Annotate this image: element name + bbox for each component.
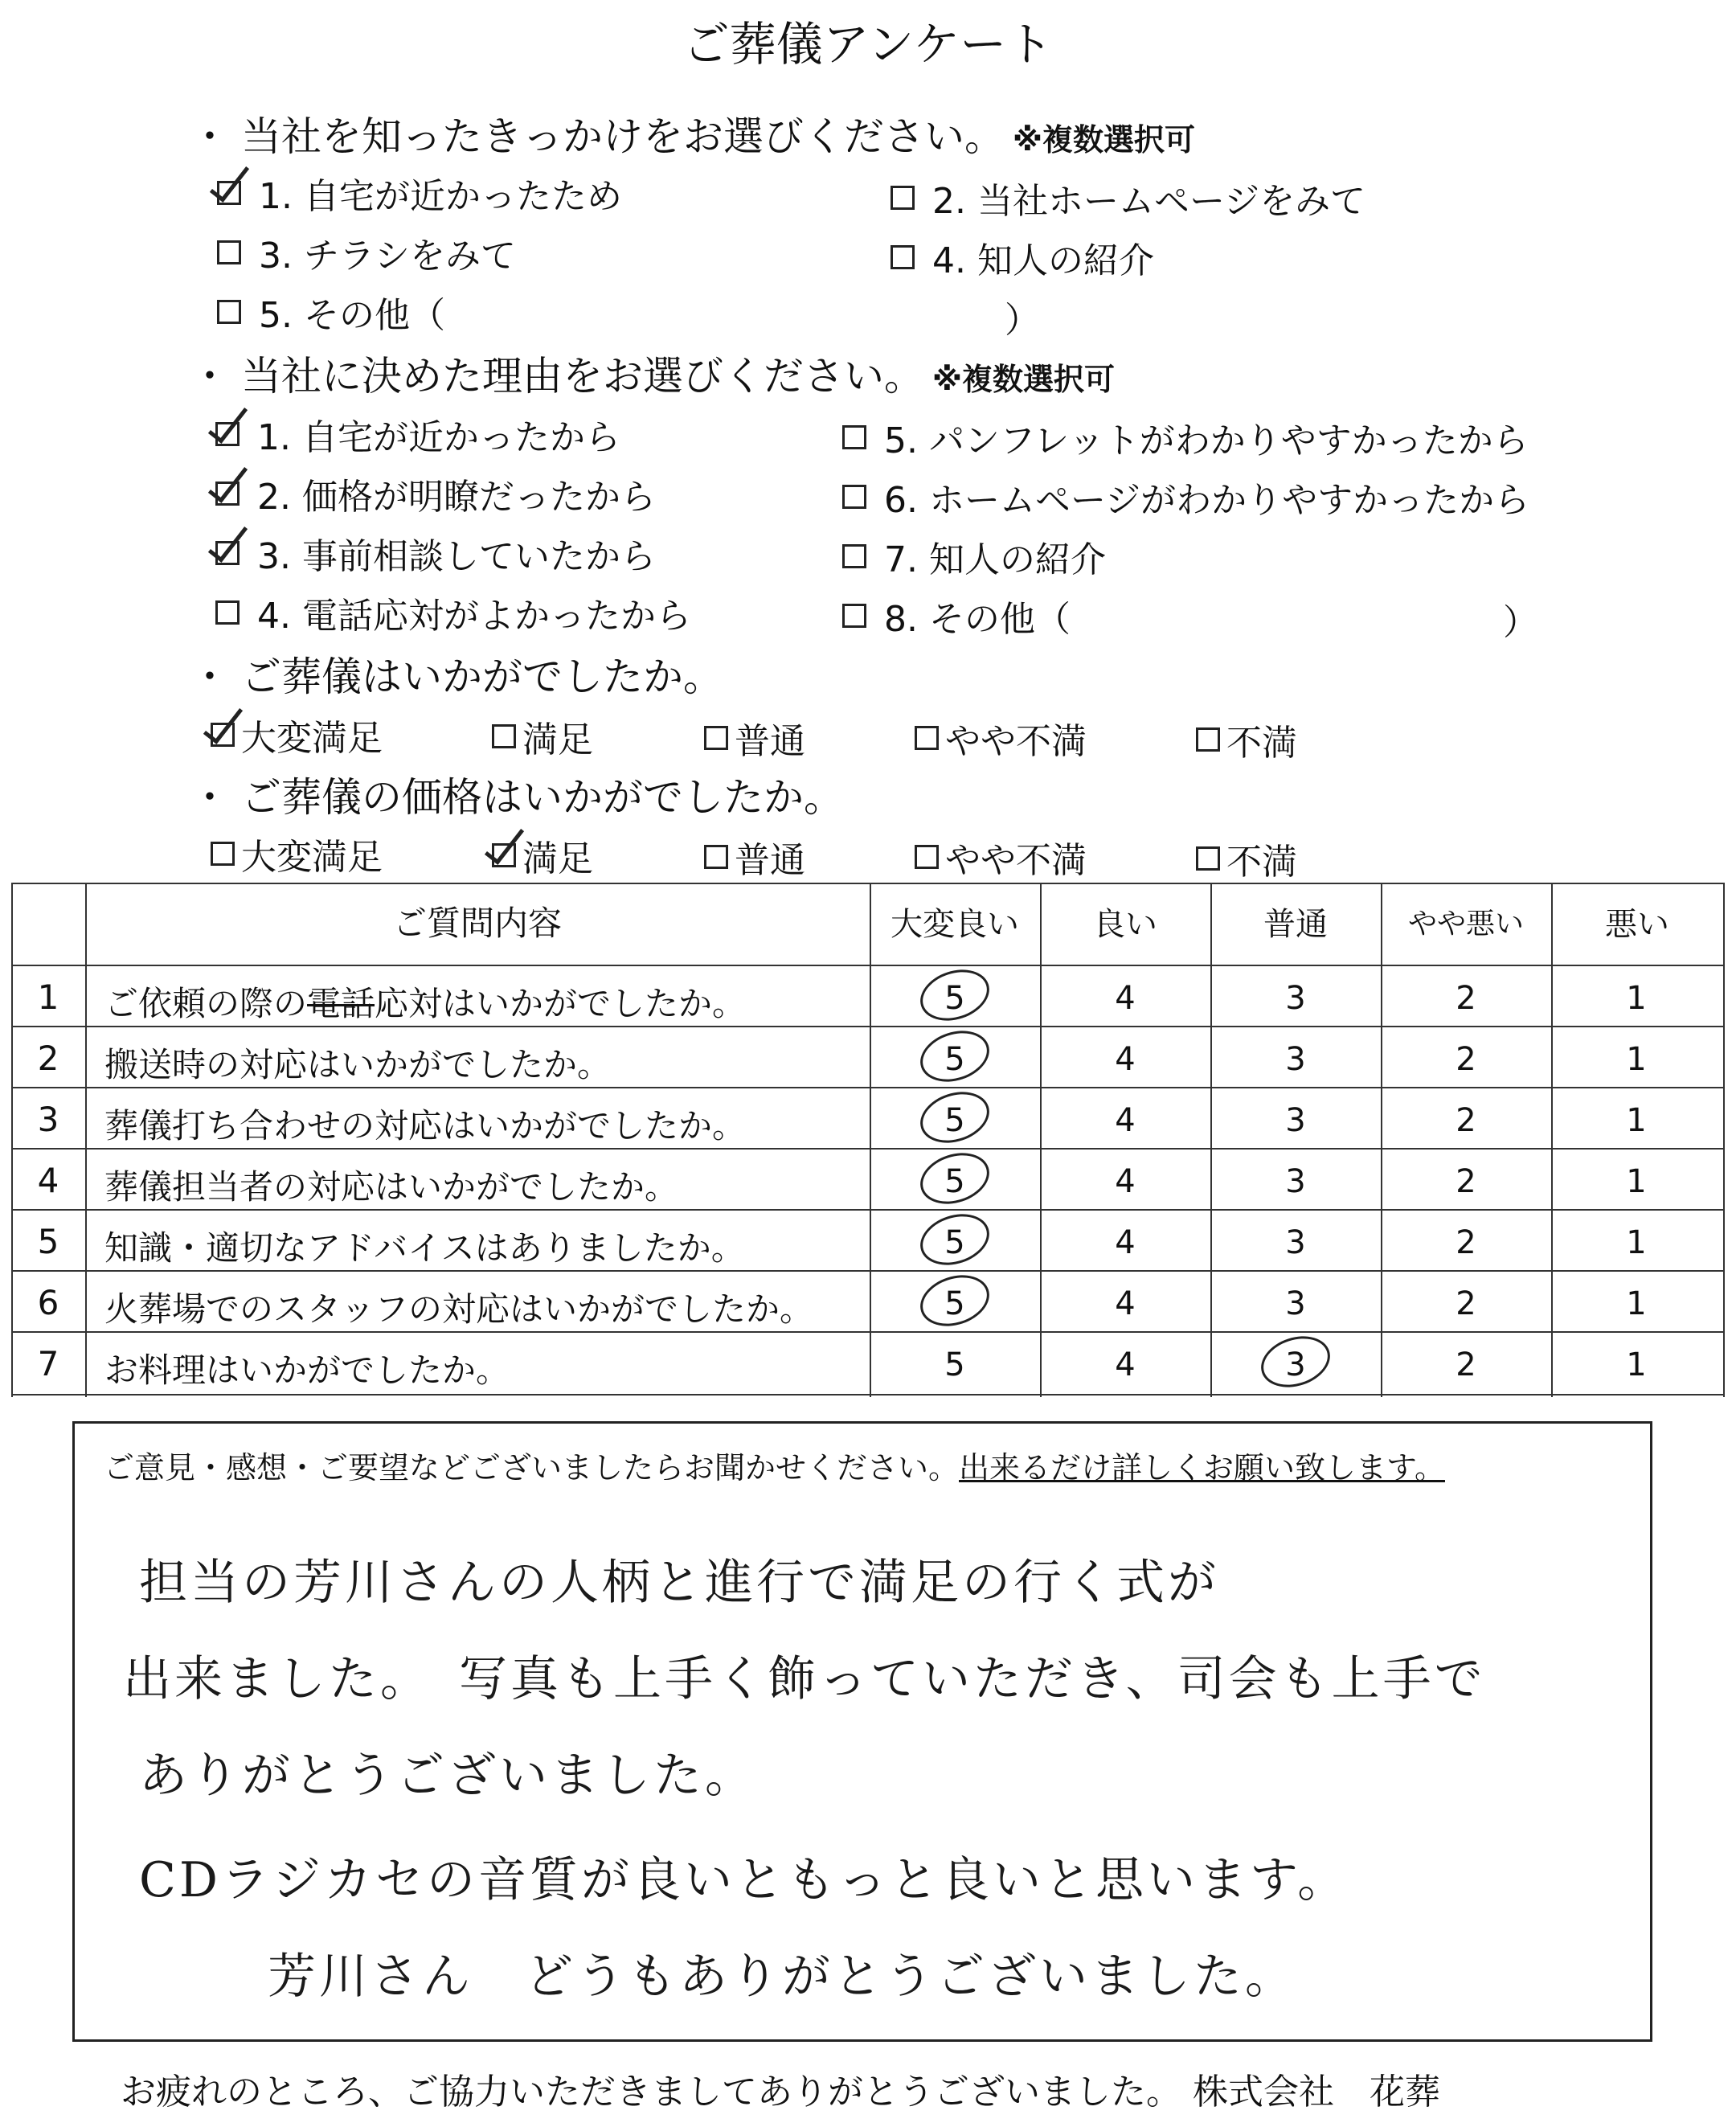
score-option[interactable]: 5 bbox=[944, 1041, 965, 1078]
handwritten-line-2: 出来ました。 写真も上手く飾っていただき、司会も上手で bbox=[123, 1651, 1486, 1707]
option-label: 3. 事前相談していたから bbox=[257, 536, 656, 577]
selected-score-circle bbox=[914, 1145, 996, 1212]
q1-option-4[interactable] bbox=[891, 232, 1154, 283]
footer bbox=[121, 2063, 1440, 2114]
handwritten-line-1: 担当の芳川さんの人柄と進行で満足の行く式が bbox=[139, 1555, 1219, 1611]
checkbox[interactable] bbox=[842, 544, 866, 568]
q1-option-5-close: ） bbox=[1005, 300, 1040, 341]
header-good: 良い bbox=[1093, 906, 1157, 943]
comment-prompt-emphasis: 出来るだけ詳しくお願い致します。 bbox=[959, 1450, 1445, 1486]
score-option[interactable]: 2 bbox=[1456, 1224, 1476, 1261]
page-title: ご葬儀アンケート bbox=[682, 17, 1054, 72]
table-line bbox=[11, 965, 1725, 966]
q1-option-2[interactable] bbox=[891, 172, 1365, 223]
score-option[interactable]: 1 bbox=[1626, 1285, 1647, 1322]
checkbox[interactable] bbox=[915, 726, 939, 750]
selected-score-circle bbox=[1255, 1328, 1337, 1395]
question-1 bbox=[190, 105, 1195, 162]
selected-score-circle bbox=[914, 961, 996, 1029]
header-bad: 悪い bbox=[1605, 906, 1669, 943]
selected-score-circle bbox=[914, 1023, 996, 1090]
option-label: 6. ホームページがわかりやすかったから bbox=[884, 480, 1530, 521]
row-question-text: 知識・適切なアドバイスはありましたか。 bbox=[104, 1228, 745, 1268]
table-line bbox=[870, 883, 871, 1397]
table-line bbox=[11, 1087, 1725, 1088]
q3-option-normal[interactable] bbox=[704, 712, 805, 764]
checkbox[interactable] bbox=[704, 726, 728, 750]
row-question-text: 搬送時の対応はいかがでしたか。 bbox=[104, 1045, 612, 1084]
row-number: 1 bbox=[37, 977, 59, 1017]
score-option[interactable]: 1 bbox=[1626, 980, 1647, 1017]
table-line bbox=[11, 1209, 1725, 1211]
score-option[interactable]: 3 bbox=[1285, 1285, 1306, 1322]
bullet: ・ bbox=[190, 654, 230, 700]
checkbox-checked[interactable] bbox=[215, 422, 240, 446]
bullet: ・ bbox=[190, 113, 230, 160]
table-line bbox=[85, 883, 87, 1397]
score-option[interactable]: 5 bbox=[944, 1163, 965, 1200]
table-line bbox=[1723, 883, 1725, 1397]
checkbox[interactable] bbox=[842, 425, 866, 449]
q2-option-8-close: ） bbox=[1503, 602, 1538, 643]
option-label: 不満 bbox=[1226, 842, 1297, 883]
table-line bbox=[11, 1394, 1725, 1395]
table-line bbox=[1210, 883, 1212, 1397]
q1-option-5[interactable] bbox=[217, 286, 445, 338]
multi-select-note: ※複数選択可 bbox=[1013, 122, 1195, 158]
bullet: ・ bbox=[190, 774, 230, 821]
option-label: 普通 bbox=[735, 721, 805, 762]
option-label: 不満 bbox=[1226, 723, 1297, 764]
q3-option-somewhat-dissatisfied[interactable] bbox=[915, 712, 1087, 764]
score-option[interactable]: 5 bbox=[944, 1346, 965, 1383]
score-option[interactable]: 2 bbox=[1456, 1041, 1476, 1078]
handwritten-line-4: CDラジカセの音質が良いともっと良いと思います。 bbox=[139, 1852, 1349, 1908]
q2-option-2[interactable] bbox=[215, 468, 656, 519]
option-label: 大変満足 bbox=[241, 837, 383, 878]
checkbox[interactable] bbox=[1196, 846, 1220, 871]
q3-option-very-satisfied[interactable] bbox=[211, 709, 383, 760]
score-option[interactable]: 4 bbox=[1115, 1102, 1136, 1139]
option-label: 5. パンフレットがわかりやすかったから bbox=[884, 420, 1529, 461]
handwritten-line-5: 芳川さん どうもありがとうございました。 bbox=[268, 1949, 1296, 2005]
checkbox[interactable] bbox=[217, 240, 241, 264]
score-option[interactable]: 5 bbox=[944, 1285, 965, 1322]
row-question bbox=[104, 1100, 746, 1148]
option-label: 7. 知人の紹介 bbox=[884, 539, 1106, 580]
footer-company: 株式会社 花葬 bbox=[1193, 2072, 1440, 2113]
q4-option-satisfied[interactable] bbox=[492, 830, 593, 881]
q2-option-6[interactable] bbox=[842, 471, 1529, 523]
score-option[interactable]: 3 bbox=[1285, 1102, 1306, 1139]
row-question-text: 火葬場でのスタッフの対応はいかがでしたか。 bbox=[104, 1289, 814, 1329]
row-number: 7 bbox=[37, 1344, 59, 1383]
row-question-text: 葬儀打ち合わせの対応はいかがでしたか。 bbox=[104, 1106, 747, 1145]
header-question: ご質問内容 bbox=[392, 904, 562, 943]
option-label: 普通 bbox=[735, 840, 805, 881]
q3-option-dissatisfied[interactable] bbox=[1196, 714, 1297, 765]
score-option[interactable]: 2 bbox=[1456, 1163, 1476, 1200]
table-line bbox=[1551, 883, 1553, 1397]
score-option[interactable]: 1 bbox=[1626, 1041, 1647, 1078]
option-label: 満足 bbox=[522, 838, 593, 879]
checkbox[interactable] bbox=[842, 604, 866, 628]
option-label: 満足 bbox=[522, 719, 593, 760]
checkbox[interactable] bbox=[1196, 727, 1220, 752]
row-question-text: 応対はいかがでしたか。 bbox=[375, 984, 747, 1023]
score-option[interactable]: 4 bbox=[1115, 1041, 1136, 1078]
header-normal: 普通 bbox=[1263, 906, 1328, 943]
row-question bbox=[104, 977, 746, 1026]
header-somewhat-bad: やや悪い bbox=[1407, 908, 1524, 941]
checkbox[interactable] bbox=[215, 600, 240, 625]
option-label: 4. 電話応対がよかったから bbox=[257, 596, 691, 637]
multi-select-note: ※複数選択可 bbox=[932, 362, 1115, 397]
q2-option-7[interactable] bbox=[842, 531, 1106, 582]
score-option[interactable]: 2 bbox=[1456, 1285, 1476, 1322]
q4-option-somewhat-dissatisfied[interactable] bbox=[915, 831, 1087, 883]
row-question-text: ご依頼の際の bbox=[104, 984, 308, 1023]
q4-option-normal[interactable] bbox=[704, 831, 805, 883]
checkbox[interactable] bbox=[915, 845, 939, 869]
table-line bbox=[11, 1270, 1725, 1272]
question-1-text: 当社を知ったきっかけをお選びください。 bbox=[241, 113, 1005, 160]
score-option[interactable]: 5 bbox=[944, 1102, 965, 1139]
handwritten-line-3: ありがとうございました。 bbox=[139, 1748, 756, 1804]
score-option[interactable]: 3 bbox=[1285, 1041, 1306, 1078]
q2-option-5[interactable] bbox=[842, 412, 1529, 463]
option-label: 1. 自宅が近かったから bbox=[257, 417, 620, 458]
checkbox[interactable] bbox=[842, 485, 866, 509]
score-option[interactable]: 5 bbox=[944, 980, 965, 1017]
option-label: やや不満 bbox=[945, 721, 1087, 762]
row-number: 4 bbox=[37, 1161, 59, 1200]
row-question bbox=[104, 1161, 678, 1209]
option-label: 2. 当社ホームページをみて bbox=[932, 181, 1366, 222]
score-option[interactable]: 4 bbox=[1115, 1285, 1136, 1322]
score-option[interactable]: 4 bbox=[1115, 1346, 1136, 1383]
option-label: 3. チラシをみて bbox=[259, 236, 516, 277]
q4-option-very-satisfied[interactable] bbox=[211, 828, 383, 879]
row-question-text: 葬儀担当者の対応はいかがでしたか。 bbox=[104, 1167, 679, 1207]
table-line bbox=[1381, 883, 1382, 1397]
header-very-good: 大変良い bbox=[891, 906, 1019, 943]
question-4 bbox=[190, 765, 844, 823]
footer-thanks: お疲れのところ、ご協力いただきましてありがとうございました。 bbox=[121, 2072, 1181, 2113]
row-number: 2 bbox=[37, 1039, 59, 1078]
checkbox-checked[interactable] bbox=[215, 541, 240, 565]
row-question bbox=[104, 1283, 813, 1331]
table-line bbox=[11, 1026, 1725, 1027]
score-option[interactable]: 4 bbox=[1115, 980, 1136, 1017]
table-line bbox=[1040, 883, 1042, 1397]
score-option[interactable]: 2 bbox=[1456, 980, 1476, 1017]
row-question-text: お料理はいかがでしたか。 bbox=[104, 1350, 510, 1390]
row-number: 5 bbox=[37, 1222, 59, 1261]
score-option[interactable]: 4 bbox=[1115, 1224, 1136, 1261]
score-option[interactable]: 3 bbox=[1285, 1224, 1306, 1261]
bullet: ・ bbox=[190, 353, 230, 400]
score-option[interactable]: 1 bbox=[1626, 1224, 1647, 1261]
rating-table bbox=[11, 883, 1725, 1397]
option-label: 2. 価格が明瞭だったから bbox=[257, 477, 656, 518]
checkbox-checked[interactable] bbox=[492, 843, 516, 867]
selected-score-circle bbox=[914, 1206, 996, 1273]
question-3-text: ご葬儀はいかがでしたか。 bbox=[241, 654, 723, 700]
score-option[interactable]: 1 bbox=[1626, 1346, 1647, 1383]
score-option[interactable]: 4 bbox=[1115, 1163, 1136, 1200]
q2-option-8[interactable] bbox=[842, 590, 1071, 641]
table-line bbox=[11, 1331, 1725, 1333]
comment-box[interactable] bbox=[72, 1421, 1652, 2042]
option-label: やや不満 bbox=[945, 840, 1087, 881]
q3-option-satisfied[interactable] bbox=[492, 711, 593, 762]
option-label: 1. 自宅が近かったため bbox=[259, 176, 622, 217]
table-line bbox=[11, 883, 1725, 884]
option-label: 8. その他（ bbox=[884, 599, 1071, 640]
question-2-text: 当社に決めた理由をお選びください。 bbox=[241, 353, 924, 400]
checkbox[interactable] bbox=[891, 186, 915, 210]
score-option[interactable]: 3 bbox=[1285, 980, 1306, 1017]
score-option[interactable]: 3 bbox=[1285, 1346, 1306, 1383]
score-option[interactable]: 1 bbox=[1626, 1102, 1647, 1139]
q2-option-1[interactable] bbox=[215, 408, 620, 460]
struck-text: 電話 bbox=[307, 984, 375, 1023]
comment-prompt bbox=[104, 1443, 1445, 1487]
score-option[interactable]: 3 bbox=[1285, 1163, 1306, 1200]
q2-option-4[interactable] bbox=[215, 587, 691, 638]
option-label: 大変満足 bbox=[241, 718, 383, 759]
comment-prompt-text: ご意見・感想・ご要望などございましたらお聞かせください。 bbox=[104, 1450, 960, 1486]
question-2 bbox=[190, 344, 1115, 402]
score-option[interactable]: 1 bbox=[1626, 1163, 1647, 1200]
score-option[interactable]: 2 bbox=[1456, 1346, 1476, 1383]
checkbox-checked[interactable] bbox=[215, 482, 240, 506]
row-question bbox=[104, 1344, 510, 1392]
checkbox[interactable] bbox=[704, 845, 728, 869]
score-option[interactable]: 5 bbox=[944, 1224, 965, 1261]
selected-score-circle bbox=[914, 1267, 996, 1334]
table-line bbox=[11, 1148, 1725, 1150]
q2-option-3[interactable] bbox=[215, 527, 656, 579]
score-option[interactable]: 2 bbox=[1456, 1102, 1476, 1139]
q4-option-dissatisfied[interactable] bbox=[1196, 833, 1297, 884]
row-question bbox=[104, 1039, 611, 1087]
option-label: 5. その他（ bbox=[259, 295, 445, 336]
row-question bbox=[104, 1222, 745, 1270]
q1-option-1[interactable] bbox=[217, 167, 622, 219]
checkbox[interactable] bbox=[891, 245, 915, 269]
selected-score-circle bbox=[914, 1084, 996, 1151]
q1-option-3[interactable] bbox=[217, 227, 516, 278]
table-line bbox=[11, 883, 13, 1397]
checkbox[interactable] bbox=[492, 724, 516, 748]
checkbox[interactable] bbox=[217, 300, 241, 324]
row-number: 3 bbox=[37, 1100, 59, 1139]
option-label: 4. 知人の紹介 bbox=[932, 240, 1154, 281]
checkbox[interactable] bbox=[211, 842, 235, 866]
checkbox-checked[interactable] bbox=[217, 181, 241, 205]
row-number: 6 bbox=[37, 1283, 59, 1322]
question-3 bbox=[190, 645, 723, 703]
question-4-text: ご葬儀の価格はいかがでしたか。 bbox=[241, 774, 844, 821]
checkbox-checked[interactable] bbox=[211, 723, 235, 747]
